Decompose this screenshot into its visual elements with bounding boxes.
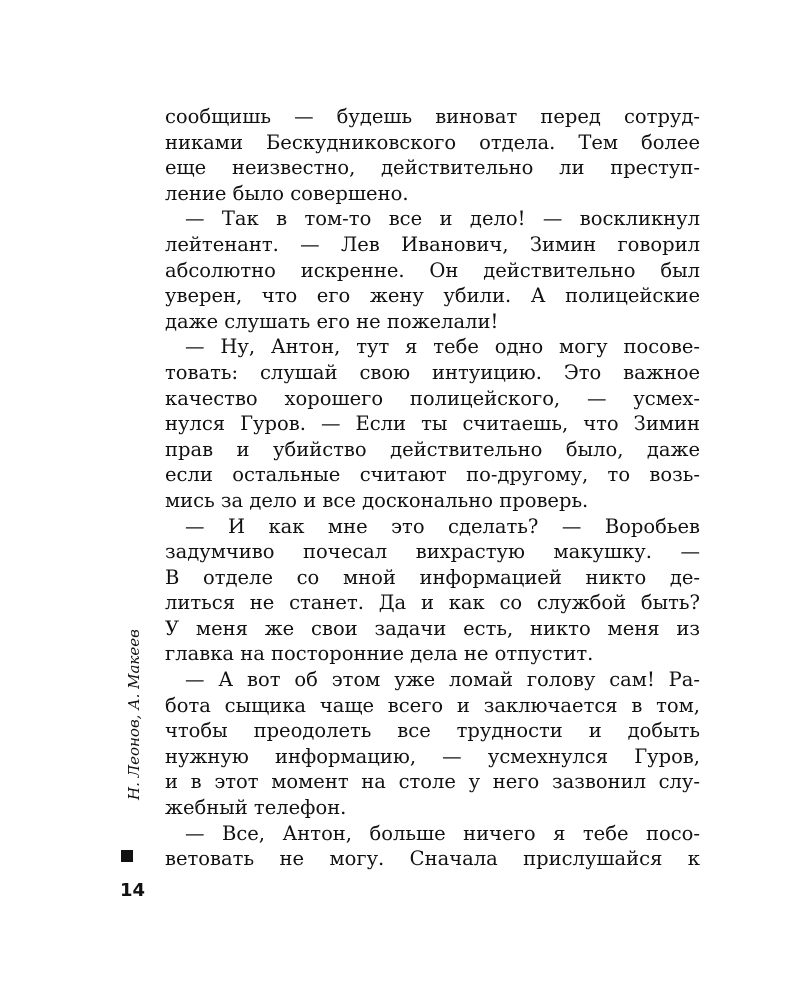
text-line: — Ну, Антон, тут я тебе одно могу посове- (185, 335, 700, 359)
text-line: ление было совершено. (165, 181, 409, 205)
text-line: еще неизвестно, действительно ли преступ- (165, 156, 700, 180)
text-line: чтобы преодолеть все трудности и добыть (165, 719, 700, 743)
text-line: уверен, что его жену убили. А полицейские (165, 284, 700, 308)
text-line: качество хорошего полицейского, — усмех- (165, 386, 700, 410)
text-line: — И как мне это сделать? — Воробьев (185, 514, 700, 538)
page-number: 14 (120, 880, 146, 901)
text-line: — А вот об этом уже ломай голову сам! Ра- (185, 668, 700, 692)
text-line: — Так в том-то все и дело! — воскликнул (185, 207, 700, 231)
text-line: ветовать не могу. Сначала прислушайся к (165, 847, 700, 871)
text-line: главка на посторонние дела не отпустит. (165, 642, 594, 666)
text-line: нужную информацию, — усмехнулся Гуров, (165, 744, 700, 768)
text-line: сообщишь — будешь виноват перед сотруд- (165, 105, 700, 128)
text-line: мись за дело и все досконально проверь. (165, 488, 589, 512)
text-line: лейтенант. — Лев Иванович, Зимин говорил (165, 232, 700, 256)
text-line: даже слушать его не пожелали! (165, 309, 499, 333)
text-line: и в этот момент на столе у него зазвонил слу- (165, 770, 700, 794)
text-line: никами Бескудниковского отдела. Тем более (165, 130, 700, 154)
text-line: В отделе со мной информацией никто де- (165, 565, 700, 589)
square-marker-icon (121, 850, 133, 862)
text-line: жебный телефон. (165, 796, 347, 820)
text-line: У меня же свои задачи есть, никто меня из (165, 616, 700, 640)
book-text (165, 104, 700, 872)
text-line: — Все, Антон, больше ничего я тебе посо- (185, 821, 700, 845)
text-line: если остальные считают по-другому, то возь- (165, 463, 700, 487)
text-line: товать: слушай свою интуицию. Это важное (165, 360, 700, 384)
text-line: задумчиво почесал вихрастую макушку. — (165, 540, 700, 564)
running-header-text: Н. Леонов, А. Макеев (125, 629, 143, 800)
text-line: литься не станет. Да и как со службой быть? (165, 591, 700, 615)
text-line: абсолютно искренне. Он действительно был (165, 258, 700, 282)
text-line: бота сыщика чаще всего и заключается в том, (165, 693, 700, 717)
text-line: прав и убийство действительно было, даже (165, 437, 700, 461)
text-line: нулся Гуров. — Если ты считаешь, что Зимин (165, 412, 700, 436)
